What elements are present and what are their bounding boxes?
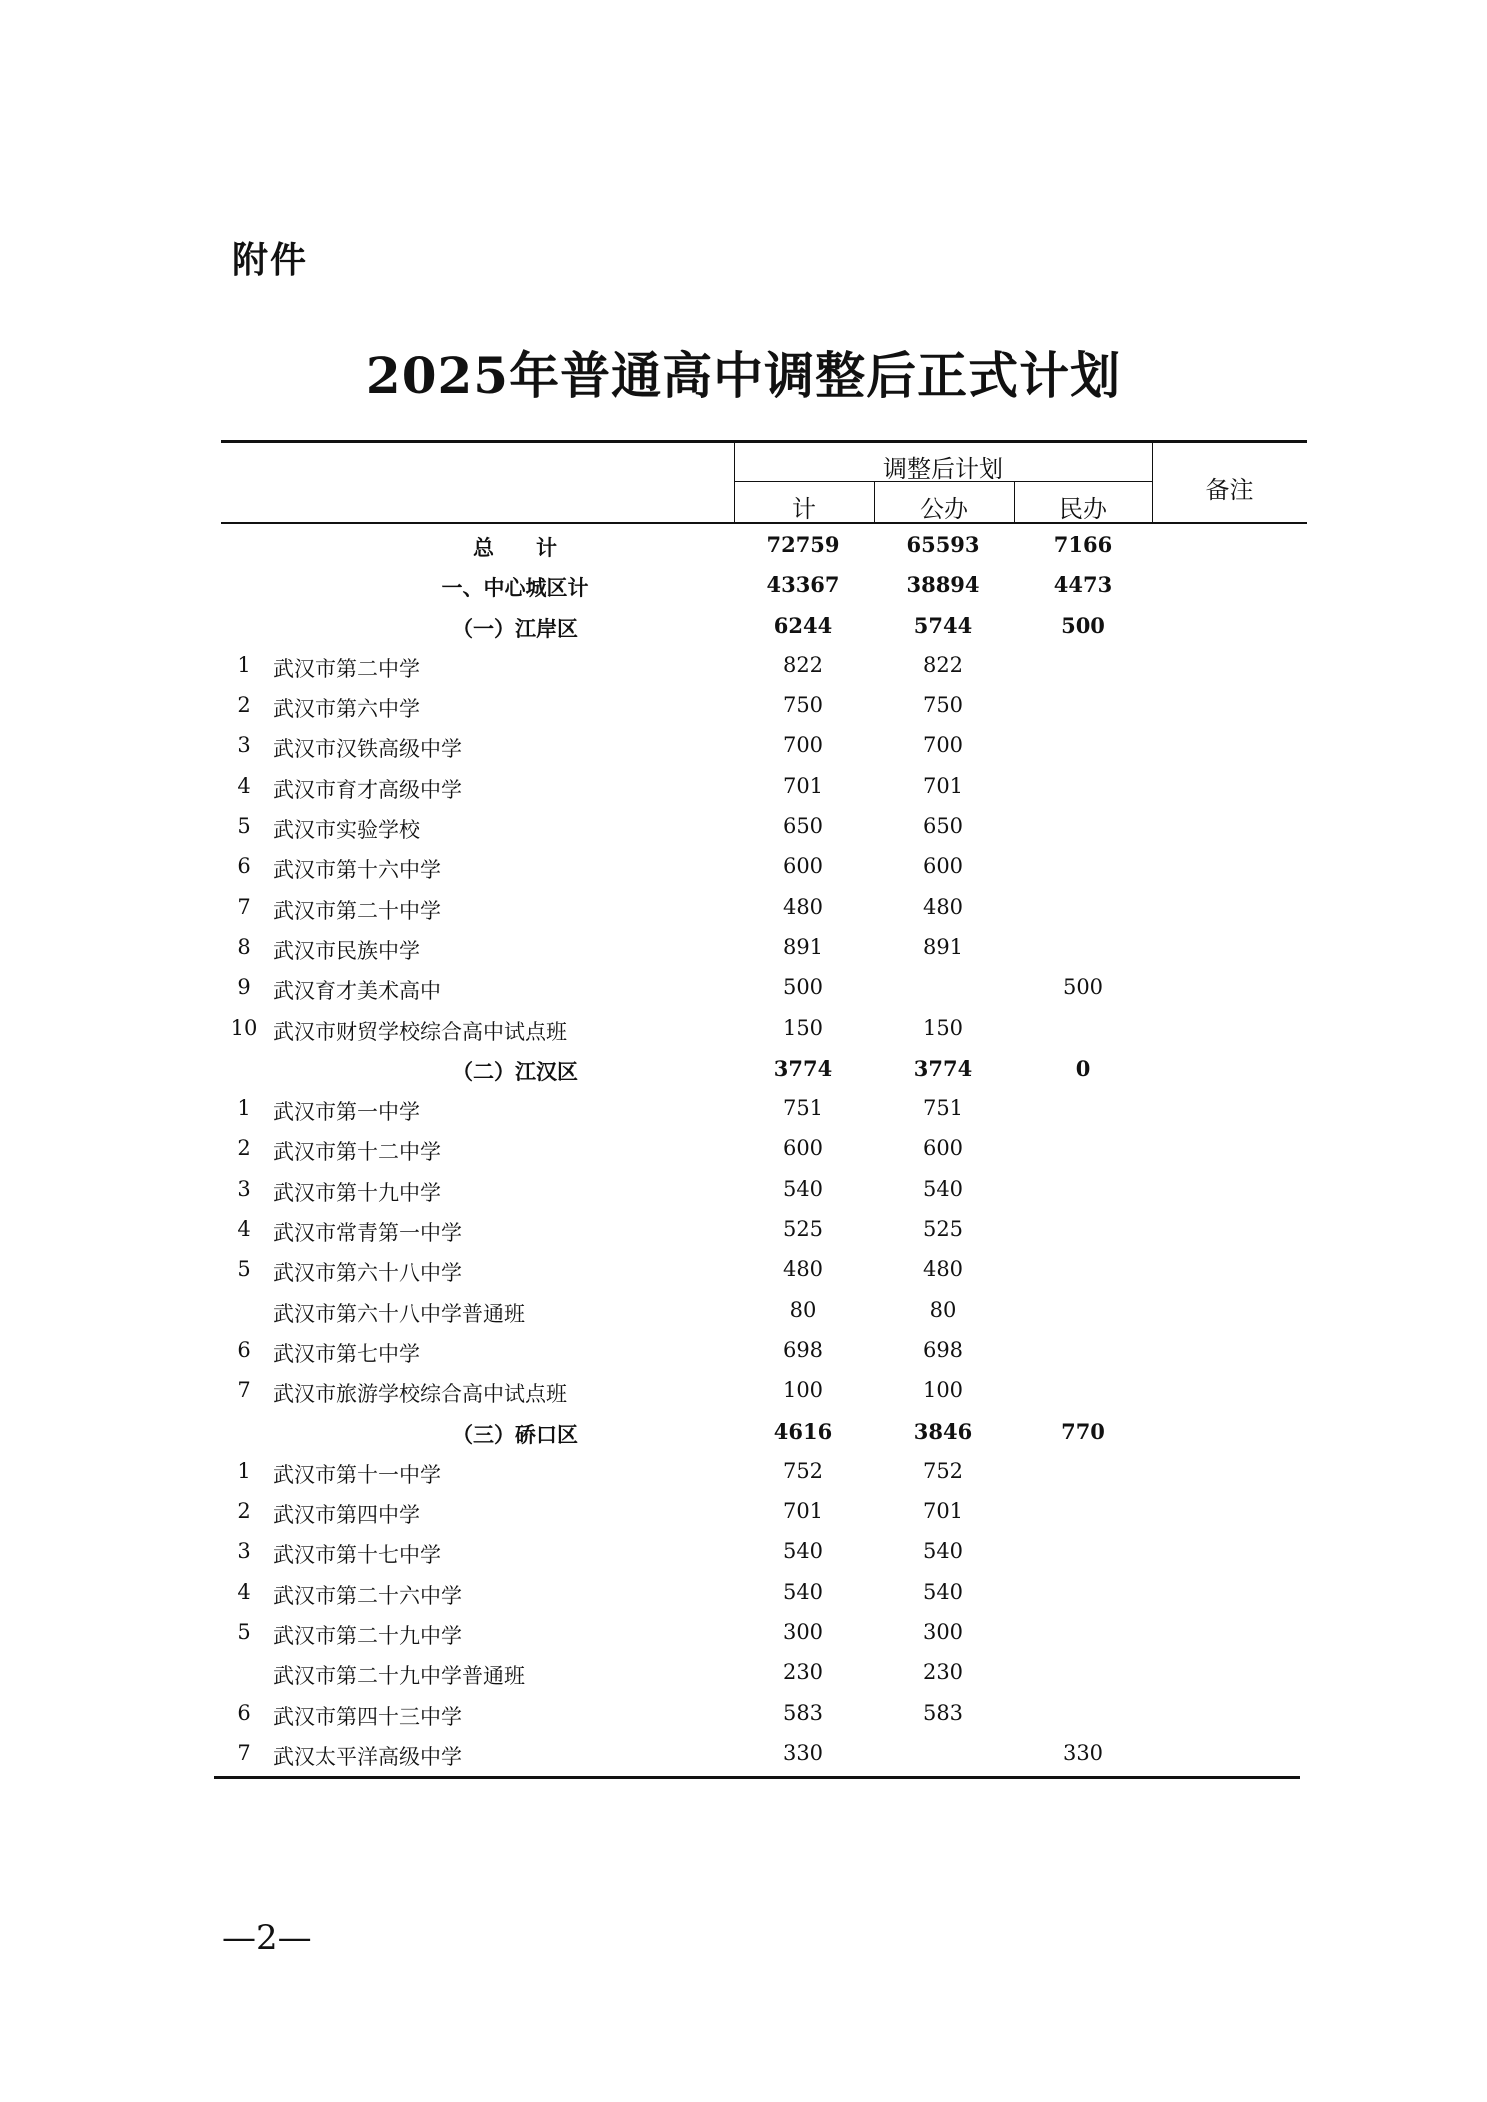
row-index: 2	[237, 1136, 251, 1161]
row-index: 4	[237, 1579, 251, 1604]
subtotal-row	[0, 1411, 1487, 1451]
table-top-rule	[221, 440, 1307, 443]
table-row	[0, 806, 1487, 846]
table-row	[0, 1330, 1487, 1370]
row-total: 230	[782, 1660, 824, 1685]
row-total: 650	[782, 814, 824, 839]
row-total: 480	[782, 894, 824, 919]
header-col-public: 公办	[920, 495, 968, 523]
row-total: 540	[782, 1539, 824, 1564]
row-index: 6	[237, 1337, 251, 1362]
row-private: 500	[1061, 612, 1105, 638]
table-row	[0, 1008, 1487, 1048]
row-name: 武汉市第四十三中学	[273, 1704, 462, 1729]
row-total: 583	[782, 1700, 824, 1725]
row-public: 698	[922, 1337, 964, 1362]
row-total: 525	[782, 1217, 824, 1242]
subtotal-row	[0, 564, 1487, 604]
row-name: 武汉市第二中学	[273, 656, 420, 681]
row-name: 武汉市第六十八中学	[273, 1261, 462, 1286]
row-public: 3846	[913, 1418, 973, 1444]
row-total: 3774	[773, 1055, 833, 1081]
row-total: 80	[789, 1297, 817, 1322]
table-row	[0, 645, 1487, 685]
row-index: 5	[237, 1257, 251, 1282]
row-public: 38894	[906, 572, 980, 598]
row-public: 100	[922, 1378, 964, 1403]
page-number: —2—	[222, 1918, 312, 1958]
document-title: 2025年普通高中调整后正式计划	[365, 346, 1122, 405]
table-row	[0, 1128, 1487, 1168]
table-row	[0, 887, 1487, 927]
row-name: 武汉市第十二中学	[273, 1140, 441, 1165]
row-total: 43367	[766, 572, 840, 598]
row-total: 600	[782, 1136, 824, 1161]
row-public: 540	[922, 1579, 964, 1604]
row-private: 500	[1062, 975, 1104, 1000]
row-total: 600	[782, 854, 824, 879]
row-name: 武汉市第六十八中学普通班	[273, 1301, 525, 1326]
row-public: 891	[922, 934, 964, 959]
row-index: 4	[237, 1217, 251, 1242]
row-name: 武汉市第二十中学	[273, 898, 441, 923]
table-row	[0, 1572, 1487, 1612]
table-row	[0, 1733, 1487, 1773]
row-total: 480	[782, 1257, 824, 1282]
row-name: 武汉市汉铁高级中学	[273, 737, 462, 762]
header-group-label: 调整后计划	[883, 455, 1003, 483]
header-col-total: 计	[792, 495, 816, 523]
subtotal-row	[0, 524, 1487, 564]
row-name: 武汉市第一中学	[273, 1100, 420, 1125]
row-public: 600	[922, 854, 964, 879]
row-name: 武汉市民族中学	[273, 938, 420, 963]
row-name: 武汉太平洋高级中学	[273, 1744, 462, 1769]
row-total: 750	[782, 693, 824, 718]
row-name: （二）江汉区	[452, 1058, 578, 1084]
row-index: 1	[237, 652, 251, 677]
row-private: 4473	[1053, 572, 1113, 598]
row-private: 7166	[1053, 532, 1113, 557]
row-name: 武汉市第十九中学	[273, 1180, 441, 1205]
row-public: 583	[922, 1700, 964, 1725]
table-row	[0, 725, 1487, 765]
row-total: 330	[782, 1740, 824, 1765]
row-name: 武汉市第十六中学	[273, 858, 441, 883]
row-index: 5	[237, 1620, 251, 1645]
attachment-label: 附件	[232, 240, 309, 281]
row-name: 武汉市第六中学	[273, 697, 420, 722]
row-index: 1	[237, 1096, 251, 1121]
table-row	[0, 967, 1487, 1007]
row-public: 752	[922, 1458, 964, 1483]
table-row	[0, 1290, 1487, 1330]
row-public: 300	[922, 1620, 964, 1645]
row-public: 65593	[906, 532, 980, 557]
row-total: 701	[782, 773, 824, 798]
row-name: 武汉市第二十九中学	[273, 1624, 462, 1649]
row-name: 武汉市第十一中学	[273, 1462, 441, 1487]
row-public: 701	[922, 773, 964, 798]
row-name: 一、中心城区计	[441, 575, 589, 601]
row-name: 武汉市第十七中学	[273, 1543, 441, 1568]
table-body	[0, 524, 1487, 1773]
row-private: 770	[1061, 1418, 1105, 1444]
row-name: 武汉市旅游学校综合高中试点班	[273, 1382, 567, 1407]
row-total: 540	[782, 1579, 824, 1604]
row-public: 5744	[913, 612, 973, 638]
row-name: 武汉市育才高级中学	[273, 777, 462, 802]
row-total: 500	[782, 975, 824, 1000]
table-row	[0, 1652, 1487, 1692]
row-public: 600	[922, 1136, 964, 1161]
row-public: 751	[922, 1096, 964, 1121]
row-index: 7	[237, 1378, 251, 1403]
row-total: 540	[782, 1176, 824, 1201]
row-name: 武汉市第四中学	[273, 1503, 420, 1528]
row-public: 700	[922, 733, 964, 758]
table-row	[0, 927, 1487, 967]
row-total: 701	[782, 1499, 824, 1524]
row-index: 9	[237, 975, 251, 1000]
row-total: 752	[782, 1458, 824, 1483]
row-public: 750	[922, 693, 964, 718]
row-total: 4616	[773, 1418, 833, 1444]
row-index: 7	[237, 894, 251, 919]
row-index: 5	[237, 814, 251, 839]
row-name: 武汉市第二十九中学普通班	[273, 1664, 525, 1689]
table-row	[0, 1491, 1487, 1531]
header-col-private: 民办	[1059, 495, 1107, 523]
row-index: 3	[237, 1176, 251, 1201]
row-private: 0	[1075, 1055, 1091, 1081]
row-name: （一）江岸区	[452, 615, 578, 641]
row-index: 10	[230, 1015, 258, 1040]
row-public: 540	[922, 1176, 964, 1201]
row-total: 700	[782, 733, 824, 758]
row-public: 650	[922, 814, 964, 839]
table-row	[0, 1249, 1487, 1289]
row-total: 150	[782, 1015, 824, 1040]
row-total: 72759	[766, 532, 840, 557]
row-name: 武汉市第七中学	[273, 1341, 420, 1366]
row-index: 6	[237, 1700, 251, 1725]
row-index: 3	[237, 733, 251, 758]
row-total: 891	[782, 934, 824, 959]
row-public: 80	[929, 1297, 957, 1322]
table-row	[0, 1612, 1487, 1652]
row-index: 7	[237, 1740, 251, 1765]
row-index: 2	[237, 1499, 251, 1524]
row-public: 701	[922, 1499, 964, 1524]
row-index: 6	[237, 854, 251, 879]
row-public: 525	[922, 1217, 964, 1242]
row-total: 100	[782, 1378, 824, 1403]
header-col-remark: 备注	[1205, 476, 1254, 504]
row-total: 300	[782, 1620, 824, 1645]
table-bottom-rule	[214, 1776, 1300, 1779]
row-name: 武汉育才美术高中	[273, 979, 441, 1004]
row-public: 540	[922, 1539, 964, 1564]
row-public: 480	[922, 894, 964, 919]
row-public: 230	[922, 1660, 964, 1685]
row-public: 822	[922, 652, 964, 677]
row-index: 1	[237, 1458, 251, 1483]
row-name: 武汉市第二十六中学	[273, 1583, 462, 1608]
row-name: 总 计	[473, 535, 557, 560]
table-row	[0, 1209, 1487, 1249]
table-row	[0, 1088, 1487, 1128]
row-index: 2	[237, 693, 251, 718]
row-total: 822	[782, 652, 824, 677]
table-row	[0, 766, 1487, 806]
row-name: 武汉市实验学校	[273, 818, 420, 843]
row-total: 698	[782, 1337, 824, 1362]
table-row	[0, 1531, 1487, 1571]
row-public: 3774	[913, 1055, 973, 1081]
table-row	[0, 1370, 1487, 1410]
table-row	[0, 1169, 1487, 1209]
row-index: 8	[237, 934, 251, 959]
table-row	[0, 1693, 1487, 1733]
row-name: （三）硚口区	[452, 1421, 578, 1447]
row-name: 武汉市常青第一中学	[273, 1221, 462, 1246]
row-private: 330	[1062, 1740, 1104, 1765]
table-row	[0, 846, 1487, 886]
row-public: 480	[922, 1257, 964, 1282]
row-index: 4	[237, 773, 251, 798]
row-total: 6244	[773, 612, 833, 638]
subtotal-row	[0, 605, 1487, 645]
row-public: 150	[922, 1015, 964, 1040]
table-row	[0, 1451, 1487, 1491]
row-name: 武汉市财贸学校综合高中试点班	[273, 1019, 567, 1044]
subtotal-row	[0, 1048, 1487, 1088]
row-index: 3	[237, 1539, 251, 1564]
row-total: 751	[782, 1096, 824, 1121]
table-row	[0, 685, 1487, 725]
